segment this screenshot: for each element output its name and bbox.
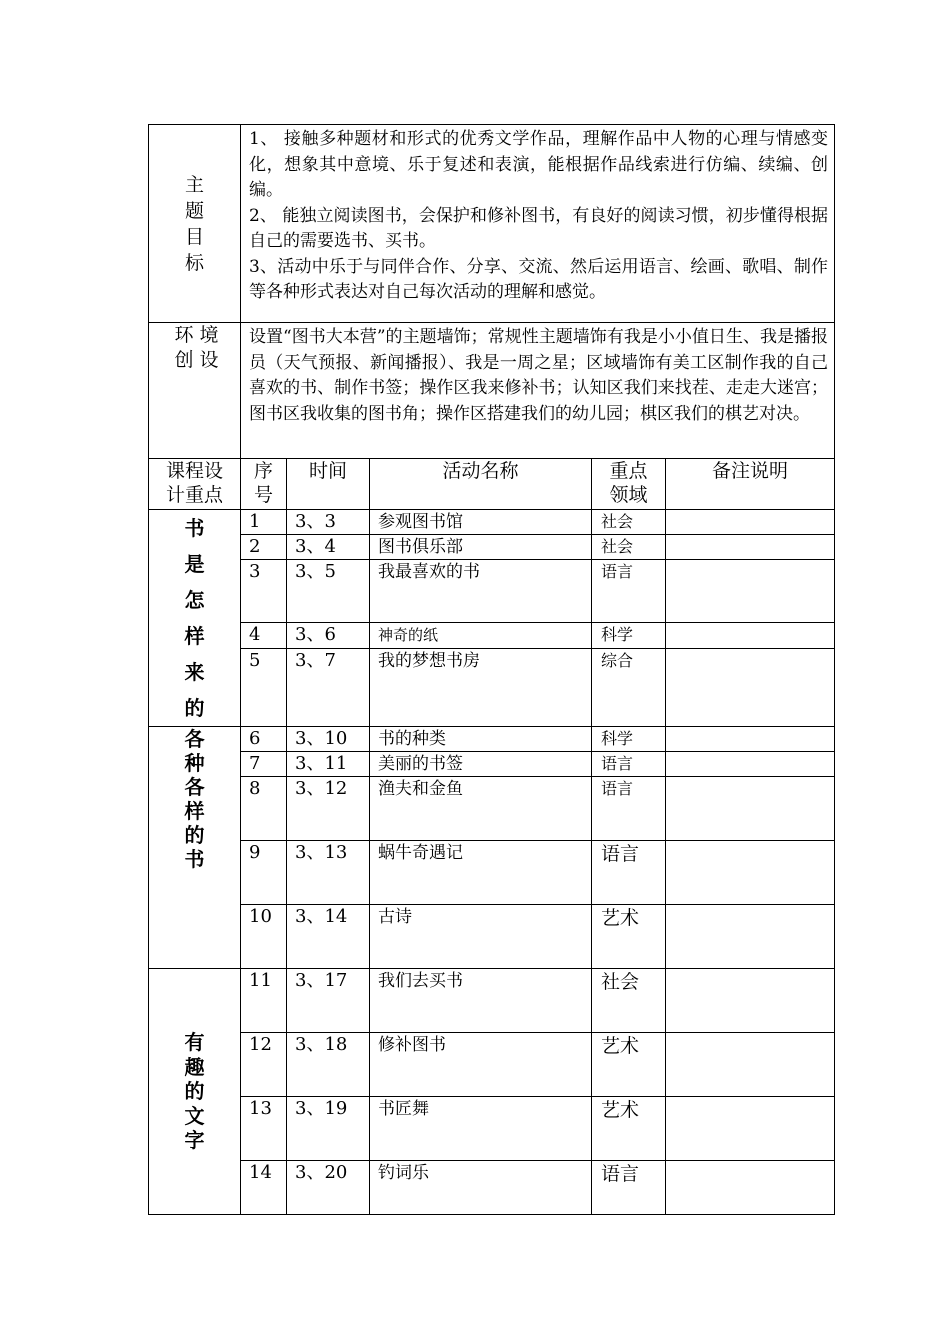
row-note: [666, 969, 835, 1033]
environment-content: 设置“图书大本营”的主题墙饰；常规性主题墙饰有我是小小值日生、我是播报员（天气预报、新闻播报）、我是一周之星；区域墙饰有美工区制作我的自己喜欢的书、制作书签；操作区我来修补书；认知区我们来找茬、走走大迷宫；图书区我收集的图书角；操作区搭建我们的幼儿园；棋区我们的棋艺对决。: [241, 323, 835, 459]
row-note: [666, 905, 835, 969]
row-time: 3、5: [287, 560, 370, 623]
row-domain: 社会: [592, 535, 666, 560]
row-note: [666, 535, 835, 560]
row-number: 7: [241, 752, 287, 777]
row-note: [666, 841, 835, 905]
row-domain: 综合: [592, 649, 666, 727]
theme-goal-label: 主 题 目 标: [149, 125, 241, 323]
goal-item: 1、 接触多种题材和形式的优秀文学作品，理解作品中人物的心理与情感变化，想象其中意境、乐于复述和表演，能根据作品线索进行仿编、续编、创编。: [249, 129, 829, 200]
row-domain: 语言: [592, 1161, 666, 1215]
row-note: [666, 777, 835, 841]
header-key-domain: 重点 领域: [592, 459, 666, 510]
row-note: [666, 752, 835, 777]
row-domain: 语言: [592, 841, 666, 905]
row-domain: 语言: [592, 777, 666, 841]
row-note: [666, 1097, 835, 1161]
row-domain: 语言: [592, 560, 666, 623]
row-activity: 书匠舞: [370, 1097, 592, 1161]
row-time: 3、3: [287, 510, 370, 535]
row-domain: 艺术: [592, 1097, 666, 1161]
row-time: 3、6: [287, 623, 370, 649]
row-note: [666, 727, 835, 752]
theme-goal-content: [241, 125, 835, 323]
row-activity: 修补图书: [370, 1033, 592, 1097]
row-number: 5: [241, 649, 287, 727]
row-time: 3、19: [287, 1097, 370, 1161]
row-time: 3、7: [287, 649, 370, 727]
group-label-how-books-made: 书 是 怎 样 来 的: [149, 510, 241, 727]
row-number: 10: [241, 905, 287, 969]
curriculum-table: [148, 124, 835, 1215]
row-activity: 古诗: [370, 905, 592, 969]
row-number: 1: [241, 510, 287, 535]
row-time: 3、17: [287, 969, 370, 1033]
row-domain: 艺术: [592, 905, 666, 969]
row-activity: 渔夫和金鱼: [370, 777, 592, 841]
row-note: [666, 1033, 835, 1097]
environment-label: 环 境 创 设: [149, 323, 241, 459]
row-note: [666, 510, 835, 535]
row-note: [666, 623, 835, 649]
row-activity: 我的梦想书房: [370, 649, 592, 727]
goal-item: 3、活动中乐于与同伴合作、分享、交流、然后运用语言、绘画、歌唱、制作等各种形式表达对自己每次活动的理解和感觉。: [249, 256, 829, 302]
goal-item: 2、 能独立阅读图书，会保护和修补图书，有良好的阅读习惯，初步懂得根据自己的需要选书、买书。: [249, 205, 829, 251]
row-number: 2: [241, 535, 287, 560]
row-note: [666, 1161, 835, 1215]
row-domain: 社会: [592, 510, 666, 535]
row-number: 3: [241, 560, 287, 623]
row-number: 12: [241, 1033, 287, 1097]
header-number: 序 号: [241, 459, 287, 510]
row-number: 13: [241, 1097, 287, 1161]
row-time: 3、13: [287, 841, 370, 905]
row-activity: 书的种类: [370, 727, 592, 752]
row-activity: 我们去买书: [370, 969, 592, 1033]
row-activity: 美丽的书签: [370, 752, 592, 777]
row-domain: 科学: [592, 727, 666, 752]
header-activity-name: 活动名称: [370, 459, 592, 510]
group-label-interesting-characters: 有 趣 的 文 字: [149, 969, 241, 1215]
row-number: 14: [241, 1161, 287, 1215]
row-time: 3、11: [287, 752, 370, 777]
row-domain: 社会: [592, 969, 666, 1033]
row-time: 3、4: [287, 535, 370, 560]
row-note: [666, 649, 835, 727]
header-course-focus: 课程设 计重点: [149, 459, 241, 510]
row-time: 3、20: [287, 1161, 370, 1215]
row-number: 6: [241, 727, 287, 752]
row-activity: 图书俱乐部: [370, 535, 592, 560]
group-label-all-kinds-of-books: 各 种 各 样 的 书: [149, 727, 241, 969]
header-notes: 备注说明: [666, 459, 835, 510]
row-time: 3、18: [287, 1033, 370, 1097]
row-activity: 钓词乐: [370, 1161, 592, 1215]
header-time: 时间: [287, 459, 370, 510]
row-activity: 蜗牛奇遇记: [370, 841, 592, 905]
row-activity: 我最喜欢的书: [370, 560, 592, 623]
row-note: [666, 560, 835, 623]
row-number: 8: [241, 777, 287, 841]
row-activity: 参观图书馆: [370, 510, 592, 535]
row-activity: 神奇的纸: [370, 623, 592, 649]
row-number: 9: [241, 841, 287, 905]
row-number: 4: [241, 623, 287, 649]
row-domain: 语言: [592, 752, 666, 777]
row-time: 3、14: [287, 905, 370, 969]
row-time: 3、12: [287, 777, 370, 841]
row-domain: 科学: [592, 623, 666, 649]
row-number: 11: [241, 969, 287, 1033]
row-time: 3、10: [287, 727, 370, 752]
row-domain: 艺术: [592, 1033, 666, 1097]
